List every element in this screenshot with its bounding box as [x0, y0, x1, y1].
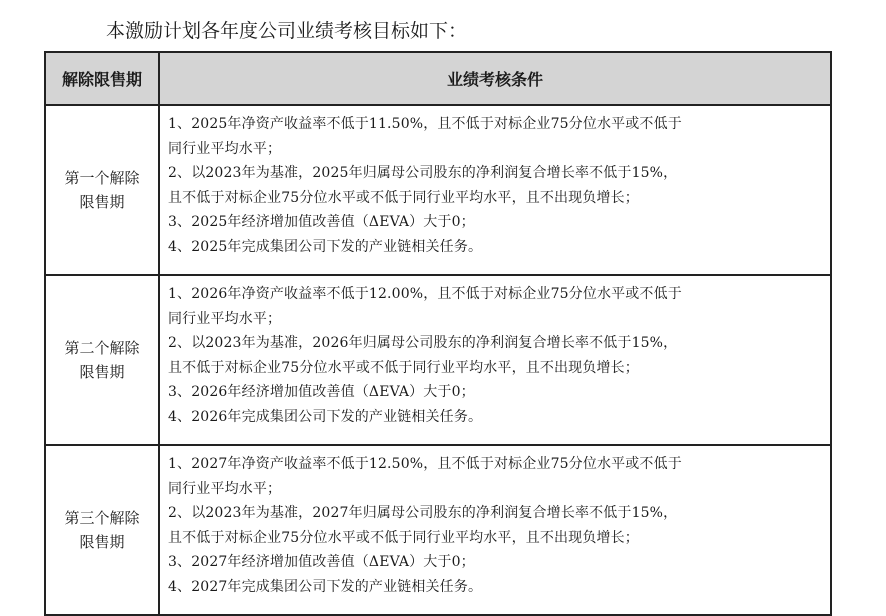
condition-line: 且不低于对标企业75分位水平或不低于同行业平均水平，且不出现负增长； [168, 189, 639, 206]
conditions-cell [159, 275, 831, 445]
intro-text: 本激励计划各年度公司业绩考核目标如下： [106, 20, 468, 42]
period-label-line: 第三个解除 [64, 509, 140, 527]
period-label-line: 第一个解除 [64, 169, 140, 187]
period-label-line: 限售期 [79, 533, 125, 551]
conditions-cell [159, 445, 831, 615]
performance-table [44, 51, 832, 616]
table-row [45, 445, 831, 615]
period-label-line: 限售期 [79, 363, 125, 381]
condition-line: 2、以2023年为基准，2025年归属母公司股东的净利润复合增长率不低于15%， [168, 165, 678, 181]
conditions-cell [159, 105, 831, 275]
condition-line: 且不低于对标企业75分位水平或不低于同行业平均水平，且不出现负增长； [168, 359, 639, 376]
condition-line: 3、2026年经济增加值改善值（ΔEVA）大于0； [168, 384, 475, 400]
condition-line: 4、2025年完成集团公司下发的产业链相关任务。 [168, 238, 483, 255]
period-label-line: 限售期 [79, 193, 125, 211]
condition-line: 3、2025年经济增加值改善值（ΔEVA）大于0； [168, 214, 475, 230]
condition-line: 1、2027年净资产收益率不低于12.50%，且不低于对标企业75分位水平或不低于 [168, 456, 682, 472]
header-conditions: 业绩考核条件 [159, 52, 831, 105]
condition-line: 2、以2023年为基准，2026年归属母公司股东的净利润复合增长率不低于15%， [168, 335, 678, 351]
condition-line: 2、以2023年为基准，2027年归属母公司股东的净利润复合增长率不低于15%， [168, 505, 678, 521]
condition-line: 且不低于对标企业75分位水平或不低于同行业平均水平，且不出现负增长； [168, 529, 639, 546]
condition-line: 同行业平均水平； [168, 310, 282, 327]
period-cell [45, 275, 159, 445]
condition-line: 1、2025年净资产收益率不低于11.50%，且不低于对标企业75分位水平或不低于 [168, 116, 682, 132]
header-unlock-period: 解除限售期 [45, 52, 159, 105]
table-row [45, 105, 831, 275]
period-label-line: 第二个解除 [64, 339, 140, 357]
condition-line: 同行业平均水平； [168, 480, 282, 497]
period-cell [45, 445, 159, 615]
condition-line: 3、2027年经济增加值改善值（ΔEVA）大于0； [168, 554, 475, 570]
condition-line: 4、2026年完成集团公司下发的产业链相关任务。 [168, 408, 483, 425]
table-row [45, 275, 831, 445]
period-cell [45, 105, 159, 275]
table-header-row [45, 52, 831, 105]
condition-line: 同行业平均水平； [168, 140, 282, 157]
condition-line: 4、2027年完成集团公司下发的产业链相关任务。 [168, 578, 483, 595]
condition-line: 1、2026年净资产收益率不低于12.00%，且不低于对标企业75分位水平或不低于 [168, 286, 682, 302]
